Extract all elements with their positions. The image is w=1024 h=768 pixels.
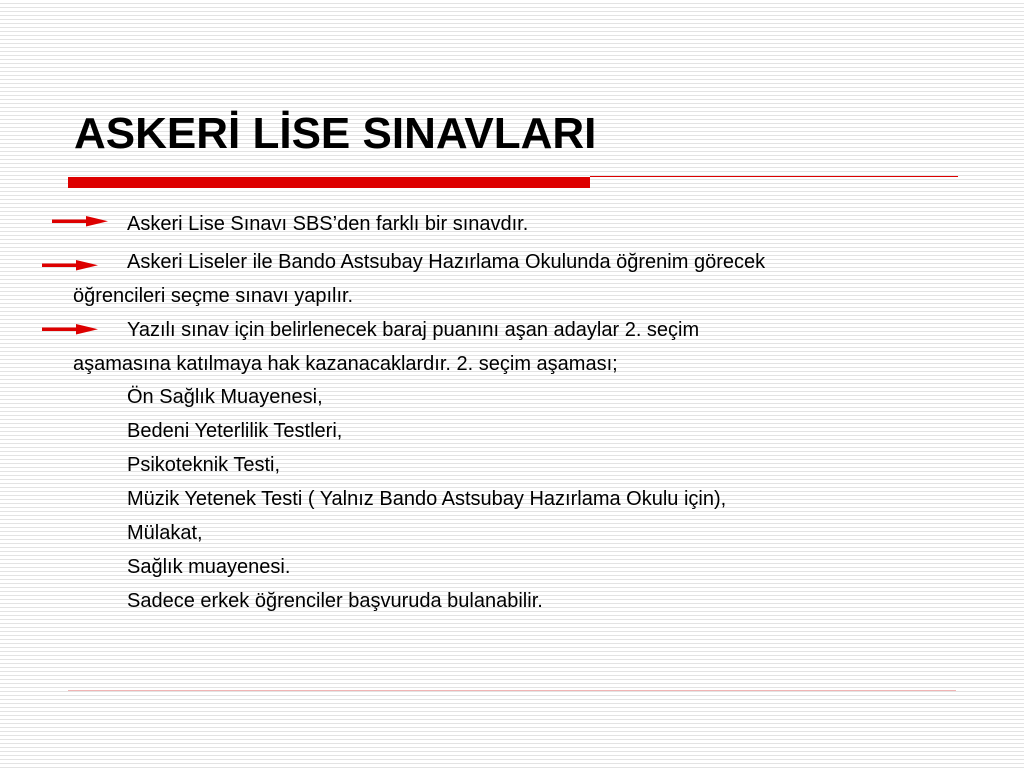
bullet-text: Askeri Liseler ile Bando Astsubay Hazırlama Okulunda öğrenim görecek [127,251,766,273]
list-item: Bedeni Yeterlilik Testleri, [127,420,343,442]
list-item: Sadece erkek öğrenciler başvuruda bulanabilir. [127,590,543,612]
list-item: Mülakat, [127,522,203,544]
red-arrow-icon [40,322,100,336]
bullet-text-continuation: aşamasına katılmaya hak kazanacaklardır. 2. seçim aşaması; [73,353,618,375]
slide-title: ASKERİ LİSE SINAVLARI [74,109,597,158]
bullet-text-continuation: öğrencileri seçme sınavı yapılır. [73,285,354,307]
bullet-text: Askeri Lise Sınavı SBS’den farklı bir sınavdır. [127,213,529,235]
red-arrow-icon [50,214,110,228]
list-item: Psikoteknik Testi, [127,454,281,476]
list-item: Müzik Yetenek Testi ( Yalnız Bando Astsubay Hazırlama Okulu için), [127,488,727,510]
footer-rule [68,690,956,691]
list-item: Ön Sağlık Muayenesi, [127,386,323,408]
list-item: Sağlık muayenesi. [127,556,291,578]
bullet-text: Yazılı sınav için belirlenecek baraj puanını aşan adaylar 2. seçim [127,319,700,341]
red-arrow-icon [40,258,100,272]
